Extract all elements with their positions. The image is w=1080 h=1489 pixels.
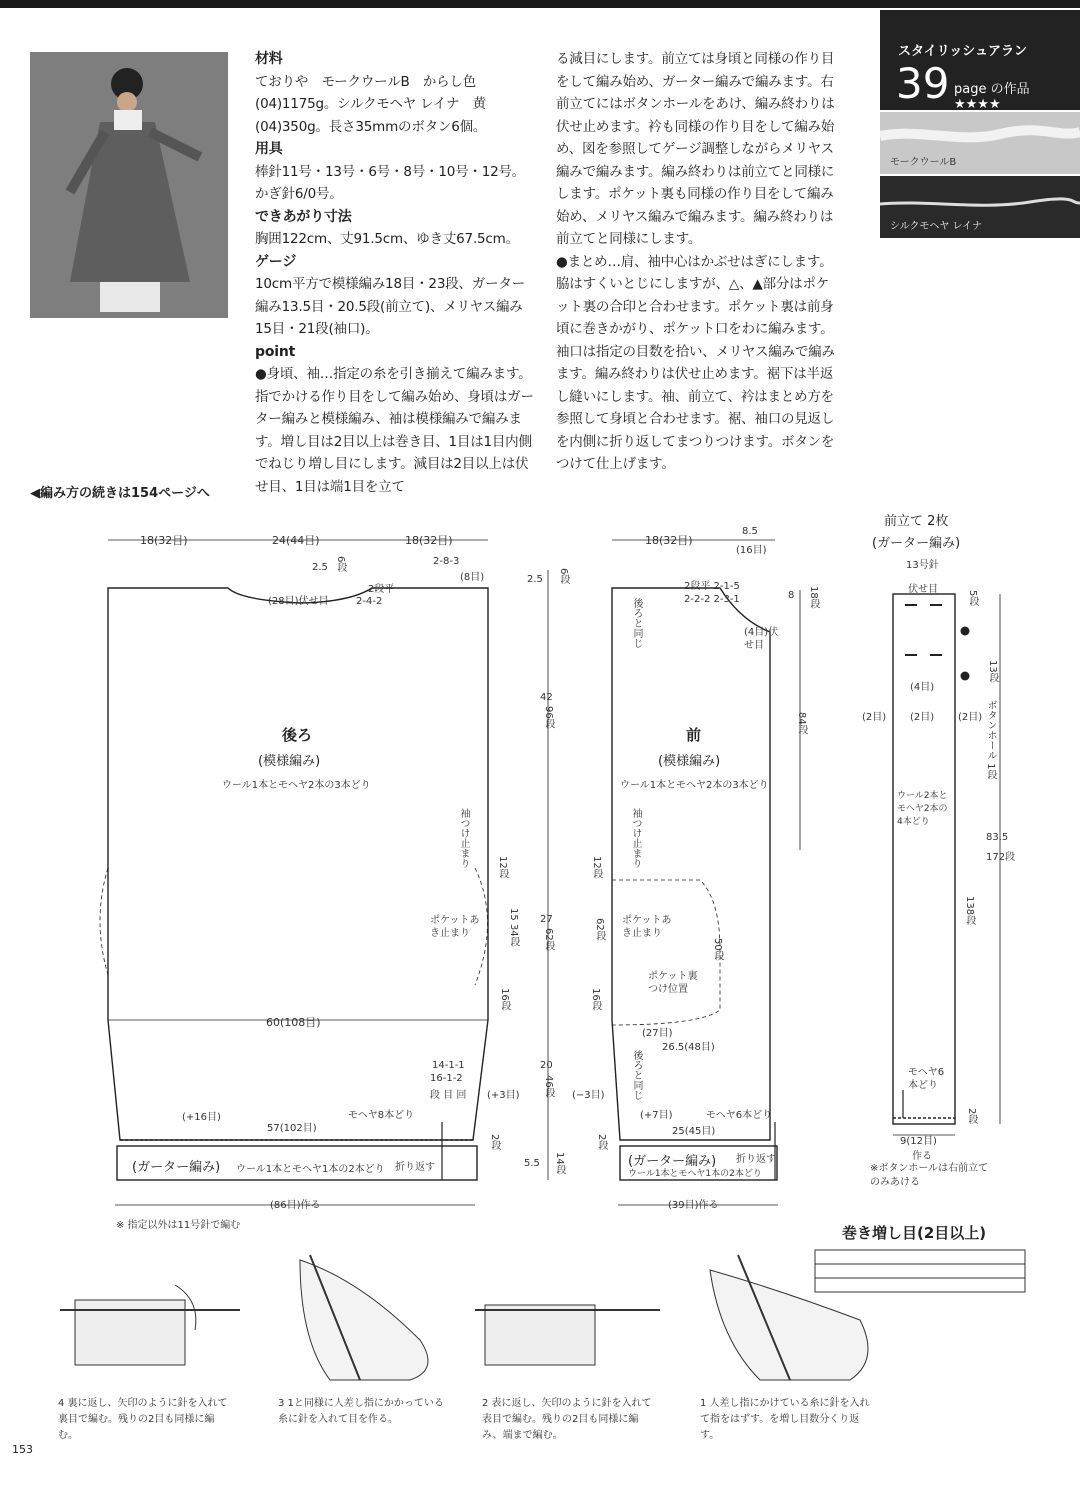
tools-text: 棒針11号・13号・6号・8号・10号・12号。かぎ針6/0号。	[255, 163, 526, 202]
needle-note: ※ 指定以外は11号針で編む	[116, 1220, 241, 1231]
back-width: 60(108目)	[266, 1016, 321, 1029]
dim-minus3: (−3目)	[572, 1090, 605, 1101]
materials-heading: 材料	[255, 51, 283, 67]
technique-step4: 4 裏に返し、矢印のように針を入れて裏目で編む。残りの2目も同様に編む。	[58, 1398, 228, 1441]
front-neck-w2: (16目)	[736, 545, 767, 556]
technique-step3-illustration	[300, 1255, 428, 1380]
band-cast-on: 作る	[912, 1151, 932, 1162]
band-172: 172段	[986, 852, 1016, 863]
back-dim-2: 2段	[489, 1134, 500, 1151]
page-number: 153	[12, 1443, 33, 1456]
technique-step2-illustration	[475, 1305, 660, 1365]
dim-20: 20	[540, 1060, 553, 1071]
front-mohair: モヘヤ6本どり	[706, 1110, 773, 1121]
dim-46: 46段	[543, 1075, 554, 1098]
front-band-outline	[893, 594, 955, 1124]
series-title: スタイリッシュアラン	[898, 44, 1027, 59]
dim-2-5: 2.5	[527, 574, 543, 585]
front-same-back-2: 後ろと同じ	[631, 1050, 642, 1100]
band-note: ※ボタンホールは右前立てのみあける	[870, 1163, 989, 1188]
band-bind: 伏せ目	[908, 584, 938, 595]
front-dim-12: 12段	[591, 856, 602, 879]
back-mohair: モヘヤ8本どり	[348, 1110, 415, 1121]
back-neck-dec2: (8目)	[460, 572, 485, 583]
pocket-50: 50段	[712, 938, 723, 961]
front-cast-on: (39目)作る	[668, 1200, 719, 1211]
band-yarn: ウール2本とモヘヤ2本の4本どり	[897, 791, 948, 827]
pocket-27: (27目)	[642, 1028, 673, 1039]
front-18: 18段	[808, 586, 819, 609]
dim-plus3: (+3目)	[487, 1090, 520, 1101]
back-dim-15-34: 15 34段	[508, 908, 519, 947]
dim-rule-label: 段 目 回	[430, 1090, 467, 1101]
back-inc: (+16目)	[182, 1112, 221, 1123]
back-hem-width: 57(102目)	[267, 1123, 317, 1134]
back-stitch: (模様編み)	[258, 754, 321, 769]
front-title: 前	[686, 726, 702, 744]
pocket-lining-pos: ポケット裏つけ位置	[648, 971, 698, 995]
band-needle: 13号針	[906, 560, 939, 571]
front-neck-w: 8.5	[742, 526, 758, 537]
band-2b: (2目)	[910, 712, 935, 723]
dim-96: 96段	[543, 706, 554, 729]
size-text: 胸囲122cm、丈91.5cm、ゆき丈67.5cm。	[255, 231, 519, 247]
size-heading: できあがり寸法	[255, 208, 352, 225]
front-dim-16: 16段	[590, 988, 601, 1011]
pattern-number: 39	[896, 59, 950, 108]
front-stitch: (模様編み)	[658, 754, 721, 769]
front-same-back: 後ろと同じ	[631, 598, 642, 648]
band-2a: (2目)	[862, 712, 887, 723]
front-pocket-opening: ポケットあき止まり	[622, 915, 672, 939]
back-flat: 2段平	[368, 584, 395, 595]
front-neck-bind: (4目)伏せ目	[744, 627, 779, 651]
page-suffix: page の作品 ★★★★	[954, 82, 1030, 112]
front-garter: (ガーター編み)	[628, 1154, 717, 1169]
dim-27: 27	[540, 914, 553, 925]
continued-note: ◀編み方の続きは154ページへ	[30, 486, 210, 501]
dim-5-5: 5.5	[524, 1158, 540, 1169]
band-138: 138段	[964, 896, 975, 926]
band-stitch: (ガーター編み)	[872, 536, 961, 551]
back-dec-rule: 2-4-2	[356, 596, 383, 607]
back-neck-rows: 6段	[335, 556, 346, 573]
dim-6: 6段	[558, 568, 569, 585]
band-5: 5段	[967, 590, 978, 607]
dim-42: 42	[540, 692, 553, 703]
band-4: (4目)	[910, 682, 935, 693]
back-top-left: 18(32目)	[140, 534, 188, 547]
point-text: ●身頃、袖…指定の糸を引き揃えて編みます。指でかける作り目をして編み始め、身頃はガーター編みと模様編み、袖は模様編みで編みます。増し目は2目以上は巻き目、1目は1目内側でねじり増し目にします。減目は2目以上は伏せ目、1目は端1目を立て	[255, 366, 534, 495]
front-yarn: ウール1本とモヘヤ2本の3本どり	[620, 780, 769, 791]
front-hem: 25(45目)	[672, 1126, 716, 1137]
front-8: 8	[788, 590, 795, 601]
technique-step2: 2 表に返し、矢印のように針を入れて表目で編む。残りの2目も同様に編み、端まで編む。	[482, 1398, 652, 1441]
cast-on-chart	[815, 1250, 1025, 1292]
front-dim-34: 62段	[594, 918, 605, 941]
back-title: 後ろ	[282, 726, 313, 744]
front-neck-rules: 2段平 2-1-5 2-2-2 2-3-1	[684, 581, 740, 605]
back-pocket-opening: ポケットあき止まり	[430, 915, 480, 939]
gauge-heading: ゲージ	[255, 253, 297, 270]
front-dim-2: 2段	[596, 1134, 607, 1151]
front-garter-yarn: ウール1本とモヘヤ1本の2本どり	[628, 1169, 762, 1179]
back-dim-16: 16段	[499, 988, 510, 1011]
band-width: 9(12目)	[900, 1136, 937, 1147]
technique-title: 巻き増し目(2目以上)	[842, 1224, 987, 1242]
dim-62: 62段	[543, 928, 554, 951]
yarn-1-name: モークウールB	[890, 157, 957, 168]
gauge-text: 10cm平方で模様編み18目・23段、ガーター編み13.5目・20.5段(前立て)、メリヤス編み15目・21段(袖口)。	[255, 276, 526, 337]
back-dim-12: 12段	[497, 856, 508, 879]
band-83: 83.5	[986, 832, 1009, 843]
band-mohair: モヘヤ6本どり	[908, 1067, 945, 1091]
front-fold: 折り返す	[736, 1154, 776, 1165]
tools-heading: 用具	[255, 141, 283, 157]
back-sleeve-end: 袖つけ止まり	[458, 808, 469, 868]
back-top-right: 18(32目)	[405, 534, 453, 547]
front-sleeve-end: 袖つけ止まり	[630, 808, 641, 868]
dim-14-rule: 14-1-1	[432, 1060, 465, 1071]
band-buttonhole: ボタンホール 1段	[985, 700, 996, 780]
back-fold: 折り返す	[395, 1162, 435, 1173]
technique-step1: 1 人差し指にかけている糸に針を入れて指をはずす。を増し目数分くり返す。	[700, 1398, 870, 1441]
front-inc: (+7目)	[640, 1110, 673, 1121]
back-outline	[108, 588, 488, 1140]
band-title: 前立て 2枚	[884, 514, 949, 529]
front-84: 84段	[796, 712, 807, 735]
band-2: 2段	[966, 1108, 977, 1125]
band-13: 13段	[987, 660, 998, 683]
band-2c: (2目)	[958, 712, 983, 723]
back-garter: (ガーター編み)	[132, 1160, 221, 1175]
back-garter-yarn: ウール1本とモヘヤ1本の2本どり	[236, 1164, 385, 1175]
back-top-mid: 24(44目)	[272, 534, 320, 547]
back-neck-depth: 2.5	[312, 562, 328, 573]
technique-step4-illustration	[60, 1285, 240, 1365]
instructions-text: る減目にします。前立ては身頃と同様の作り目をして編み始め、ガーター編みで編みます。右前立てにはボタンホールをあけ、編み終わりは伏せ止めます。衿も同様の作り目をして編み始め、図を参照してゲージ調整しながらメリヤス編みで編みます。編み終わりは前立てと同様にします。ポケット裏も同様の作り目をして編み始め、メリヤス編みで編みます。編み終わりは前立てと同様にします。	[556, 51, 835, 247]
finishing-text: ●まとめ…肩、袖中心はかぶせはぎにします。脇はすくいとじにしますが、△、▲部分はポケット裏の合印と合わせます。ポケット裏は前身頃に巻きかがり、ポケット口をわに編みます。袖口は指定の目数を拾い、メリヤス編みで編みます。編み終わりは伏せ止めます。裾下は半返し縫いにします。袖、前立て、衿はまとめ方を参照して身頃と合わせます。裾、袖口の見返しを内側に折り返してまつりつけます。ボタンをつけて仕上げます。	[556, 253, 835, 472]
point-heading: point	[255, 343, 296, 360]
dim-16-rule: 16-1-2	[430, 1073, 463, 1084]
back-cast-on: (86目)作る	[270, 1200, 321, 1211]
dim-14: 14段	[554, 1152, 565, 1175]
yarn-2-name: シルクモヘヤ レイナ	[890, 221, 983, 232]
front-top: 18(32目)	[645, 534, 693, 547]
front-width: 26.5(48目)	[662, 1042, 715, 1053]
materials-text: ておりや モークウールB からし色(04)1175g。シルクモヘヤ レイナ 黄(04)350g。長さ35mmのボタン6個。	[255, 73, 487, 135]
technique-step3: 3 1と同様に人差し指にかかっている糸に針を入れて目を作る。	[278, 1398, 444, 1425]
back-neck-bind: (28目)伏せ目	[268, 596, 329, 607]
back-yarn: ウール1本とモヘヤ2本の3本どり	[222, 780, 371, 791]
back-neck-dec: 2-8-3	[433, 556, 460, 567]
